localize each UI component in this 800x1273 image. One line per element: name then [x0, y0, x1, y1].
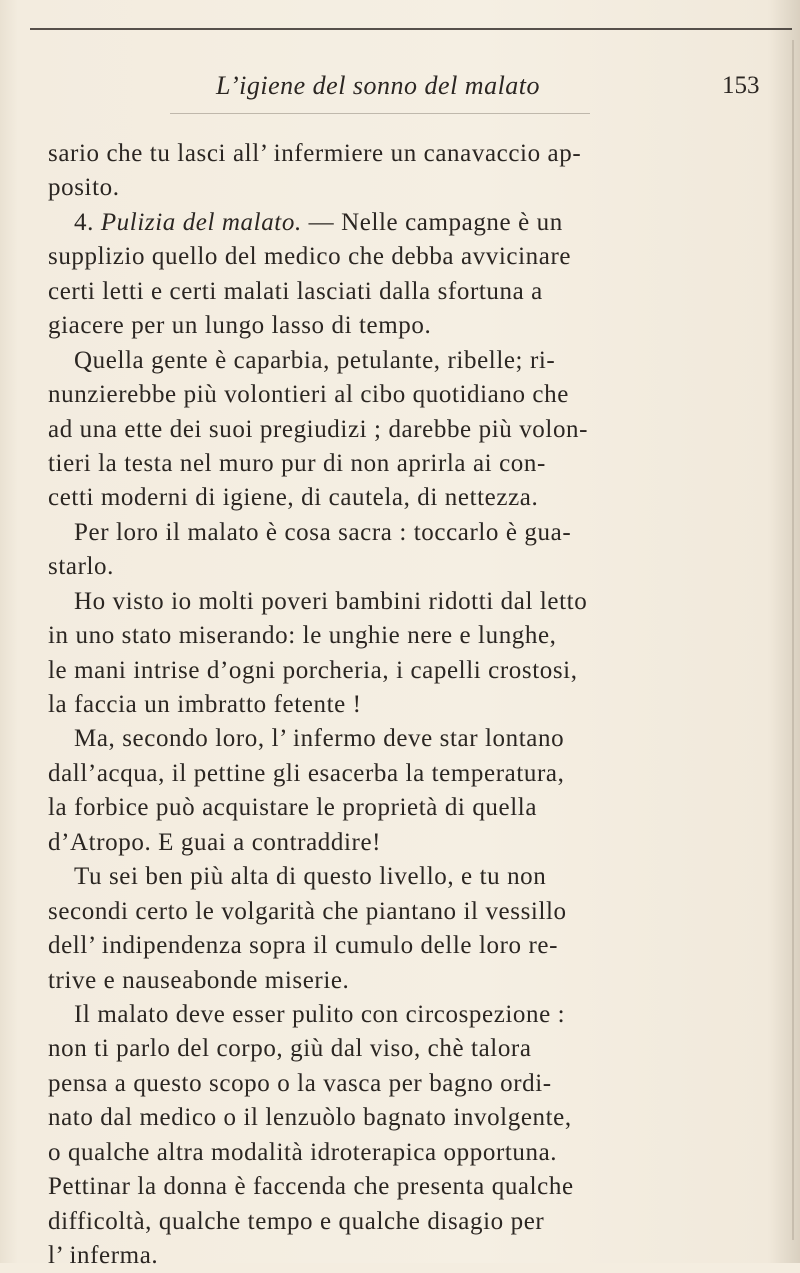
paragraph-first-line: Il malato deve esser pulito con circospezione : [74, 1000, 566, 1028]
paragraph-first-line: Ma, secondo loro, l’ infermo deve star lontano [74, 725, 565, 753]
text-line: in uno stato miserando: le unghie nere e lunghe, [48, 622, 557, 650]
text-line: le mani intrise d’ogni porcheria, i capelli crostosi, [48, 656, 578, 684]
text-line: difficoltà, qualche tempo e qualche disagio per [48, 1207, 545, 1235]
section-heading-rest: — Nelle campagne è un [301, 208, 563, 236]
text-line: dall’acqua, il pettine gli esacerba la temperatura, [48, 759, 565, 787]
body-text [48, 137, 752, 1273]
text-line: secondi certo le volgarità che piantano il vessillo [48, 897, 567, 925]
text-line: la forbice può acquistare le proprietà di quella [48, 794, 538, 822]
section-number: 4. [74, 208, 94, 236]
text-line: cetti moderni di igiene, di cautela, di nettezza. [48, 484, 539, 512]
text-line: pensa a questo scopo o la vasca per bagno ordi- [48, 1069, 552, 1097]
running-header [0, 66, 800, 106]
text-line: dell’ indipendenza sopra il cumulo delle loro re- [48, 932, 559, 960]
text-line: d’Atropo. E guai a contraddire! [48, 828, 382, 856]
paragraph-first-line: Quella gente è caparbia, petulante, ribelle; ri- [74, 346, 556, 374]
header-divider [170, 113, 590, 114]
text-line: non ti parlo del corpo, giù dal viso, chè talora [48, 1035, 532, 1063]
text-line: o qualche altra modalità idroterapica opportuna. [48, 1138, 558, 1166]
text-line: giacere per un lungo lasso di tempo. [48, 312, 432, 340]
text-line: starlo. [48, 553, 114, 581]
page-number: 153 [722, 72, 760, 99]
text-line: ad una ette dei suoi pregiudizi ; darebbe più volon- [48, 415, 589, 443]
running-title: L’igiene del sonno del malato [215, 71, 541, 100]
text-line: nunzierebbe più volontieri al cibo quotidiano che [48, 381, 569, 409]
paragraph-first-line: Tu sei ben più alta di questo livello, e tu non [74, 863, 547, 891]
paragraph-first-line: Per loro il malato è cosa sacra : toccarlo è gua- [74, 518, 572, 546]
text-line: posito. [48, 174, 120, 202]
text-line: nato dal medico o il lenzuòlo bagnato involgente, [48, 1104, 572, 1132]
text-line: sario che tu lasci all’ infermiere un canavaccio ap- [48, 140, 582, 167]
section-title: Pulizia del malato. [100, 208, 302, 236]
section-heading-line [48, 206, 752, 240]
text-line: l’ inferma. [48, 1242, 159, 1269]
text-line: Pettinar la donna è faccenda che presenta qualche [48, 1173, 574, 1201]
paragraph-first-line: Ho visto io molti poveri bambini ridotti dal letto [74, 587, 588, 615]
text-line: trive e nauseabonde miserie. [48, 966, 350, 994]
top-edge-rule [30, 28, 792, 30]
page-edge-shadow [792, 40, 794, 1240]
text-line: la faccia un imbratto fetente ! [48, 691, 362, 718]
text-line: certi letti e certi malati lasciati dalla sfortuna a [48, 277, 543, 305]
text-line: tieri la testa nel muro pur di non aprirla ai con- [48, 449, 546, 477]
text-line: supplizio quello del medico che debba avvicinare [48, 243, 572, 271]
